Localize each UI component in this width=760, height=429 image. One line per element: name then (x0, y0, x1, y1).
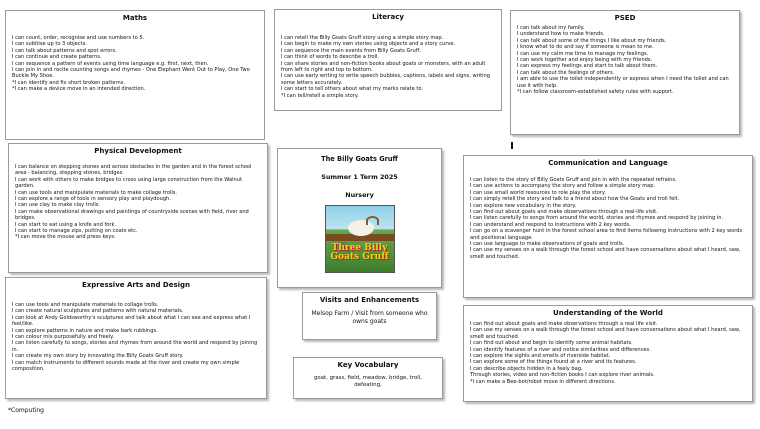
topic-term: Summer 1 Term 2025 (321, 173, 398, 181)
world-item: I can explore some of the things found at a river and its features. (470, 359, 637, 366)
literacy-item: I can begin to make my own stories using objects and a story curve. (281, 41, 456, 48)
maths-item: I can sequence a pattern of events using time language e.g. first, next, then. (12, 60, 209, 67)
psed-panel (510, 10, 740, 135)
world-list (470, 321, 746, 385)
arts-item: I can use tools and manipulate materials to collage trolls. (12, 302, 159, 308)
arts-item: I can listen carefully to songs, stories and rhymes from around the world and respond by joining in. (12, 340, 258, 353)
psed-title: PSED (614, 14, 636, 22)
maths-item: *I can identify and fix short broken patterns. (12, 79, 126, 86)
communication-item: I can go on a scavenger hunt in the forest school area to find items following instructions with 2 key words and positional language. (470, 228, 743, 241)
psed-item: I can work together and enjoy being with my friends. (517, 57, 653, 64)
physical-item: I can balance on stepping stones and across obstacles in the garden and in the forest school area - balancing, stepping stones, bridges. (15, 164, 252, 177)
maths-item: I can subitise up to 3 objects. (12, 41, 87, 48)
world-panel (463, 305, 753, 402)
literacy-title: Literacy (372, 13, 404, 21)
communication-item: I can explore new vocabulary in the story. (470, 202, 577, 209)
physical-item: I can start to manage zips, putting on coats etc. (15, 228, 138, 235)
literacy-list (281, 35, 495, 99)
communication-item: I can simply retell the story and talk to a friend about how the Goats and troll felt. (470, 196, 680, 203)
physical-item: I can use tools and manipulate materials to make collage trolls. (15, 189, 178, 196)
literacy-panel (274, 9, 502, 111)
psed-item: I can express my feelings and start to talk about them. (517, 63, 658, 70)
physical-list (15, 164, 261, 241)
vocabulary-text: goat, grass, field, meadow, bridge, troll, defeating, (314, 375, 422, 388)
horn-shape (366, 216, 379, 225)
text-cursor (511, 142, 513, 149)
world-item: I can find out about and begin to identify some animal habitats. (470, 340, 633, 347)
maths-list (12, 35, 258, 93)
visits-title: Visits and Enhancements (319, 296, 420, 304)
psed-item: I can talk about my family. (517, 25, 585, 31)
communication-item: I can use actions to accompany the story and follow a simple story map. (470, 183, 656, 190)
psed-list (517, 25, 733, 95)
physical-title: Physical Development (94, 147, 182, 155)
literacy-item: I can share stories and non-fiction books about goats or monsters, with an adult from left to right and top to bottom. (281, 60, 486, 74)
topic-title: The Billy Goats Gruff (321, 155, 398, 163)
arts-list (12, 302, 260, 372)
arts-item: I can look at Andy Goldsworthy's sculptures and talk about what I can see and express what I feel/like. (12, 314, 251, 328)
topic-panel (277, 148, 442, 288)
literacy-item: *I can tell/retell a simple story. (281, 92, 359, 99)
world-item: I can find out about goats and make observations through a real life visit. (470, 321, 658, 327)
communication-item: I can use small world resources to role play the story. (470, 189, 606, 196)
physical-item: I can start to eat using a knife and fork. (15, 221, 117, 228)
communication-item: I can understand and respond to instructions with 2 key words. (470, 221, 631, 228)
physical-item: *I can move the mouse and press keys. (15, 234, 116, 241)
world-item: I can identify features of a river and notice similarities and differences. (470, 346, 651, 353)
maths-item: I can talk about patterns and spot errors. (12, 47, 117, 54)
maths-panel (5, 10, 265, 140)
literacy-item: I can retell the Billy Goats Gruff story using a simple story map. (281, 35, 444, 41)
arts-item: I can colour mix purposefully and freely. (12, 334, 115, 341)
psed-item: I understand how to make friends. (517, 31, 605, 38)
psed-item: I can talk about the feelings of others. (517, 69, 615, 76)
book-cover-title: Three Billy Goats Gruff (330, 243, 389, 262)
physical-item: I can make observational drawings and paintings of countryside scenes with field, river and bridges. (15, 208, 249, 222)
literacy-item: I can start to tell others about what my marks relate to. (281, 86, 424, 93)
psed-item: I know what to do and say if someone is mean to me. (517, 44, 654, 51)
psed-item: *I can follow classroom-established safety rules with support. (517, 89, 674, 96)
communication-item: I can use my senses on a walk through the forest school and have conversations about what I heard, saw, smelt and touched. (470, 247, 741, 260)
communication-title: Communication and Language (548, 159, 668, 167)
arts-title: Expressive Arts and Design (81, 281, 191, 289)
maths-item: I can count, order, recognise and use numbers to 5. (12, 35, 145, 41)
world-item: I can use my senses on a walk through the forest school and have conversations about what I heard, saw, smelt and touched. (470, 327, 741, 340)
visits-panel (302, 292, 437, 340)
maths-item: I can continue and create patterns. (12, 54, 102, 61)
world-item: *I can make a Bee-bot/robot move in different directions. (470, 378, 616, 385)
maths-title: Maths (122, 14, 148, 22)
computing-note: *Computing (8, 407, 44, 414)
vocabulary-panel (293, 357, 443, 399)
psed-item: I can use my calm me time to manage my feelings. (517, 50, 649, 57)
communication-item: I can use language to make observations of goats and trolls. (470, 241, 625, 248)
visits-text: Melsop Farm / Visit from someone who owns goats (311, 310, 428, 325)
communication-item: I can listen carefully to songs from around the world, stories and rhymes and respond by joining in. (470, 215, 724, 222)
communication-panel (463, 155, 753, 298)
physical-item: I can work with others to make bridges to cross using large construction from the Walnut garden. (15, 176, 242, 190)
arts-panel (5, 277, 267, 399)
world-item: I can describe objects hidden in a feely bag. (470, 365, 583, 372)
communication-item: I can find out about goats and make observations through a real-life visit. (470, 209, 658, 216)
book-cover-image (325, 205, 395, 273)
topic-group: Nursery (345, 191, 374, 199)
communication-item: I can listen to the story of Billy Goats Gruff and join in with the repeated refrains. (470, 177, 677, 183)
literacy-item: I can think of words to describe a troll. (281, 54, 379, 61)
psed-item: I am able to use the toilet independently or express when I need the toilet and can use it with help. (517, 76, 729, 89)
vocabulary-title: Key Vocabulary (337, 361, 399, 369)
literacy-item: I can sequence the main events from Billy Goats Gruff. (281, 47, 421, 54)
communication-list (470, 177, 746, 260)
physical-item: I can use clay to make clay trolls. (15, 202, 101, 209)
physical-item: I can explore a range of tools in sensory play and playdough. (15, 196, 171, 203)
psed-item: I can talk about some of the things I like about my friends. (517, 37, 667, 44)
maths-item: I can join in and recite counting songs and rhymes - One Elephant Went Out to Play, One Two Buckle My Shoe. (12, 67, 250, 80)
world-item: I can explore the sights and smells of riverside habitat. (470, 353, 611, 360)
arts-item: I can create natural sculptures and patterns with natural materials. (12, 308, 184, 315)
maths-item: *I can make a device move in an intended direction. (12, 86, 146, 93)
literacy-item: I can use early writing to write speech bubbles, captions, labels and signs, writing some letters accurately. (281, 73, 490, 86)
arts-item: I can explore patterns in nature and make bark rubbings. (12, 327, 158, 334)
arts-item: I can create my own story by innovating the Billy Goats Gruff story. (12, 353, 184, 360)
world-title: Understanding of the World (553, 309, 663, 317)
physical-panel (8, 143, 268, 273)
arts-item: I can match instruments to different sounds made at the river and create my own simple composition. (12, 359, 240, 373)
world-item: Through stories, video and non-fiction books I can explore river animals. (470, 372, 655, 379)
